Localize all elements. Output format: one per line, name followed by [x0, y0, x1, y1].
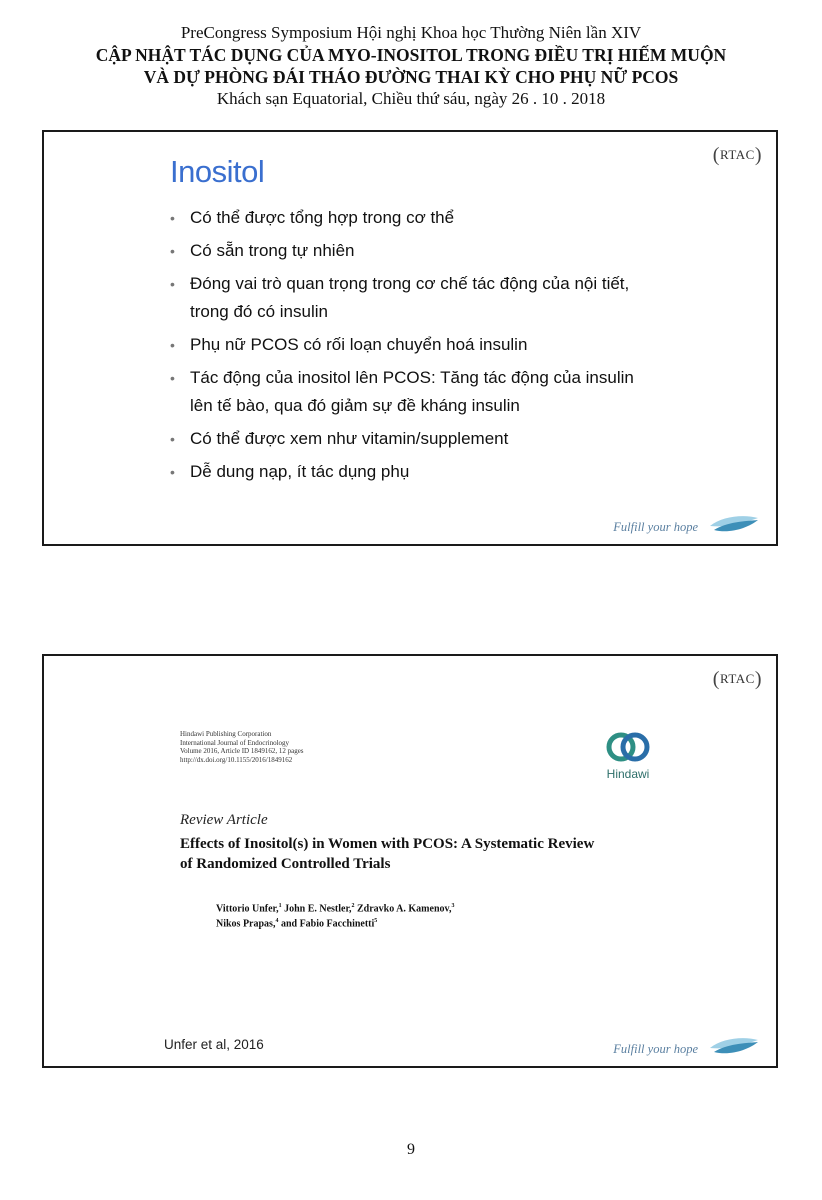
leaf-icon [708, 1034, 760, 1058]
bullet-item: • Tác động của inositol lên PCOS: Tăng tác động của insulin lên tế bào, qua đó giảm sự đề kháng insulin [170, 368, 634, 415]
article-snapshot [180, 730, 660, 970]
slide-title: Inositol [170, 154, 265, 189]
rtac-logo: (RTAC) [712, 144, 762, 166]
slide-footer [613, 1034, 760, 1058]
symposium-title: PreCongress Symposium Hội nghị Khoa học Thường Niên lần XIV [180, 23, 642, 42]
article-authors: Vittorio Unfer,$^1$ John E. Nestler,$^2$ Zdravko A. Kamenov,$^3$ Nikos Prapas,$^4$ and Fabio Facchinetti$^5$ [216, 903, 455, 930]
topic-title-line-1: CẬP NHẬT TÁC DỤNG CỦA MYO-INOSITOL TRONG ĐIỀU TRỊ HIẾM MUỘN [95, 45, 727, 65]
page-number: 9 [407, 1141, 415, 1158]
bullet-item: • Có thể được tổng hợp trong cơ thể [170, 208, 455, 227]
slide-article [42, 654, 778, 1068]
rtac-logo-text: RTAC [719, 671, 755, 686]
slide-footer [613, 512, 760, 536]
topic-title-line-2: VÀ DỰ PHÒNG ĐÁI THÁO ĐƯỜNG THAI KỲ CHO PHỤ NỮ PCOS [143, 67, 679, 87]
leaf-icon [708, 512, 760, 536]
bullet-item: • Dễ dung nạp, ít tác dụng phụ [170, 462, 410, 481]
hindawi-logo [598, 730, 658, 781]
article-type: Review Article [180, 812, 268, 828]
article-title: Effects of Inositol(s) in Women with PCOS: A Systematic Review of Randomized Controlled Trials [180, 836, 595, 872]
rtac-logo: (RTAC) [712, 668, 762, 690]
rtac-logo-text: RTAC [719, 147, 755, 162]
bullet-item: • Đóng vai trò quan trọng trong cơ chế tác động của nội tiết, trong đó có insulin [170, 274, 630, 321]
bullet-list [168, 204, 648, 491]
venue-date: Khách sạn Equatorial, Chiều thứ sáu, ngày 26 . 10 . 2018 [216, 89, 606, 108]
slide-inositol [42, 130, 778, 546]
bullet-item: • Có thể được xem như vitamin/supplement [170, 429, 509, 448]
page-header [0, 22, 822, 110]
citation: Unfer et al, 2016 [164, 1037, 264, 1052]
publication-meta: Hindawi Publishing Corporation International Journal of Endocrinology Volume 2016, Article ID 1849162, 12 pages http://dx.doi.org/10.1155/2016/1849162 [180, 730, 304, 764]
publisher-name: Hindawi [606, 767, 650, 781]
footer-slogan: Fulfill your hope [613, 1041, 698, 1056]
bullet-item: • Phụ nữ PCOS có rối loạn chuyển hoá insulin [170, 335, 528, 354]
footer-slogan: Fulfill your hope [613, 519, 698, 534]
bullet-item: • Có sẵn trong tự nhiên [170, 241, 355, 260]
hindawi-logo-icon [604, 730, 652, 764]
